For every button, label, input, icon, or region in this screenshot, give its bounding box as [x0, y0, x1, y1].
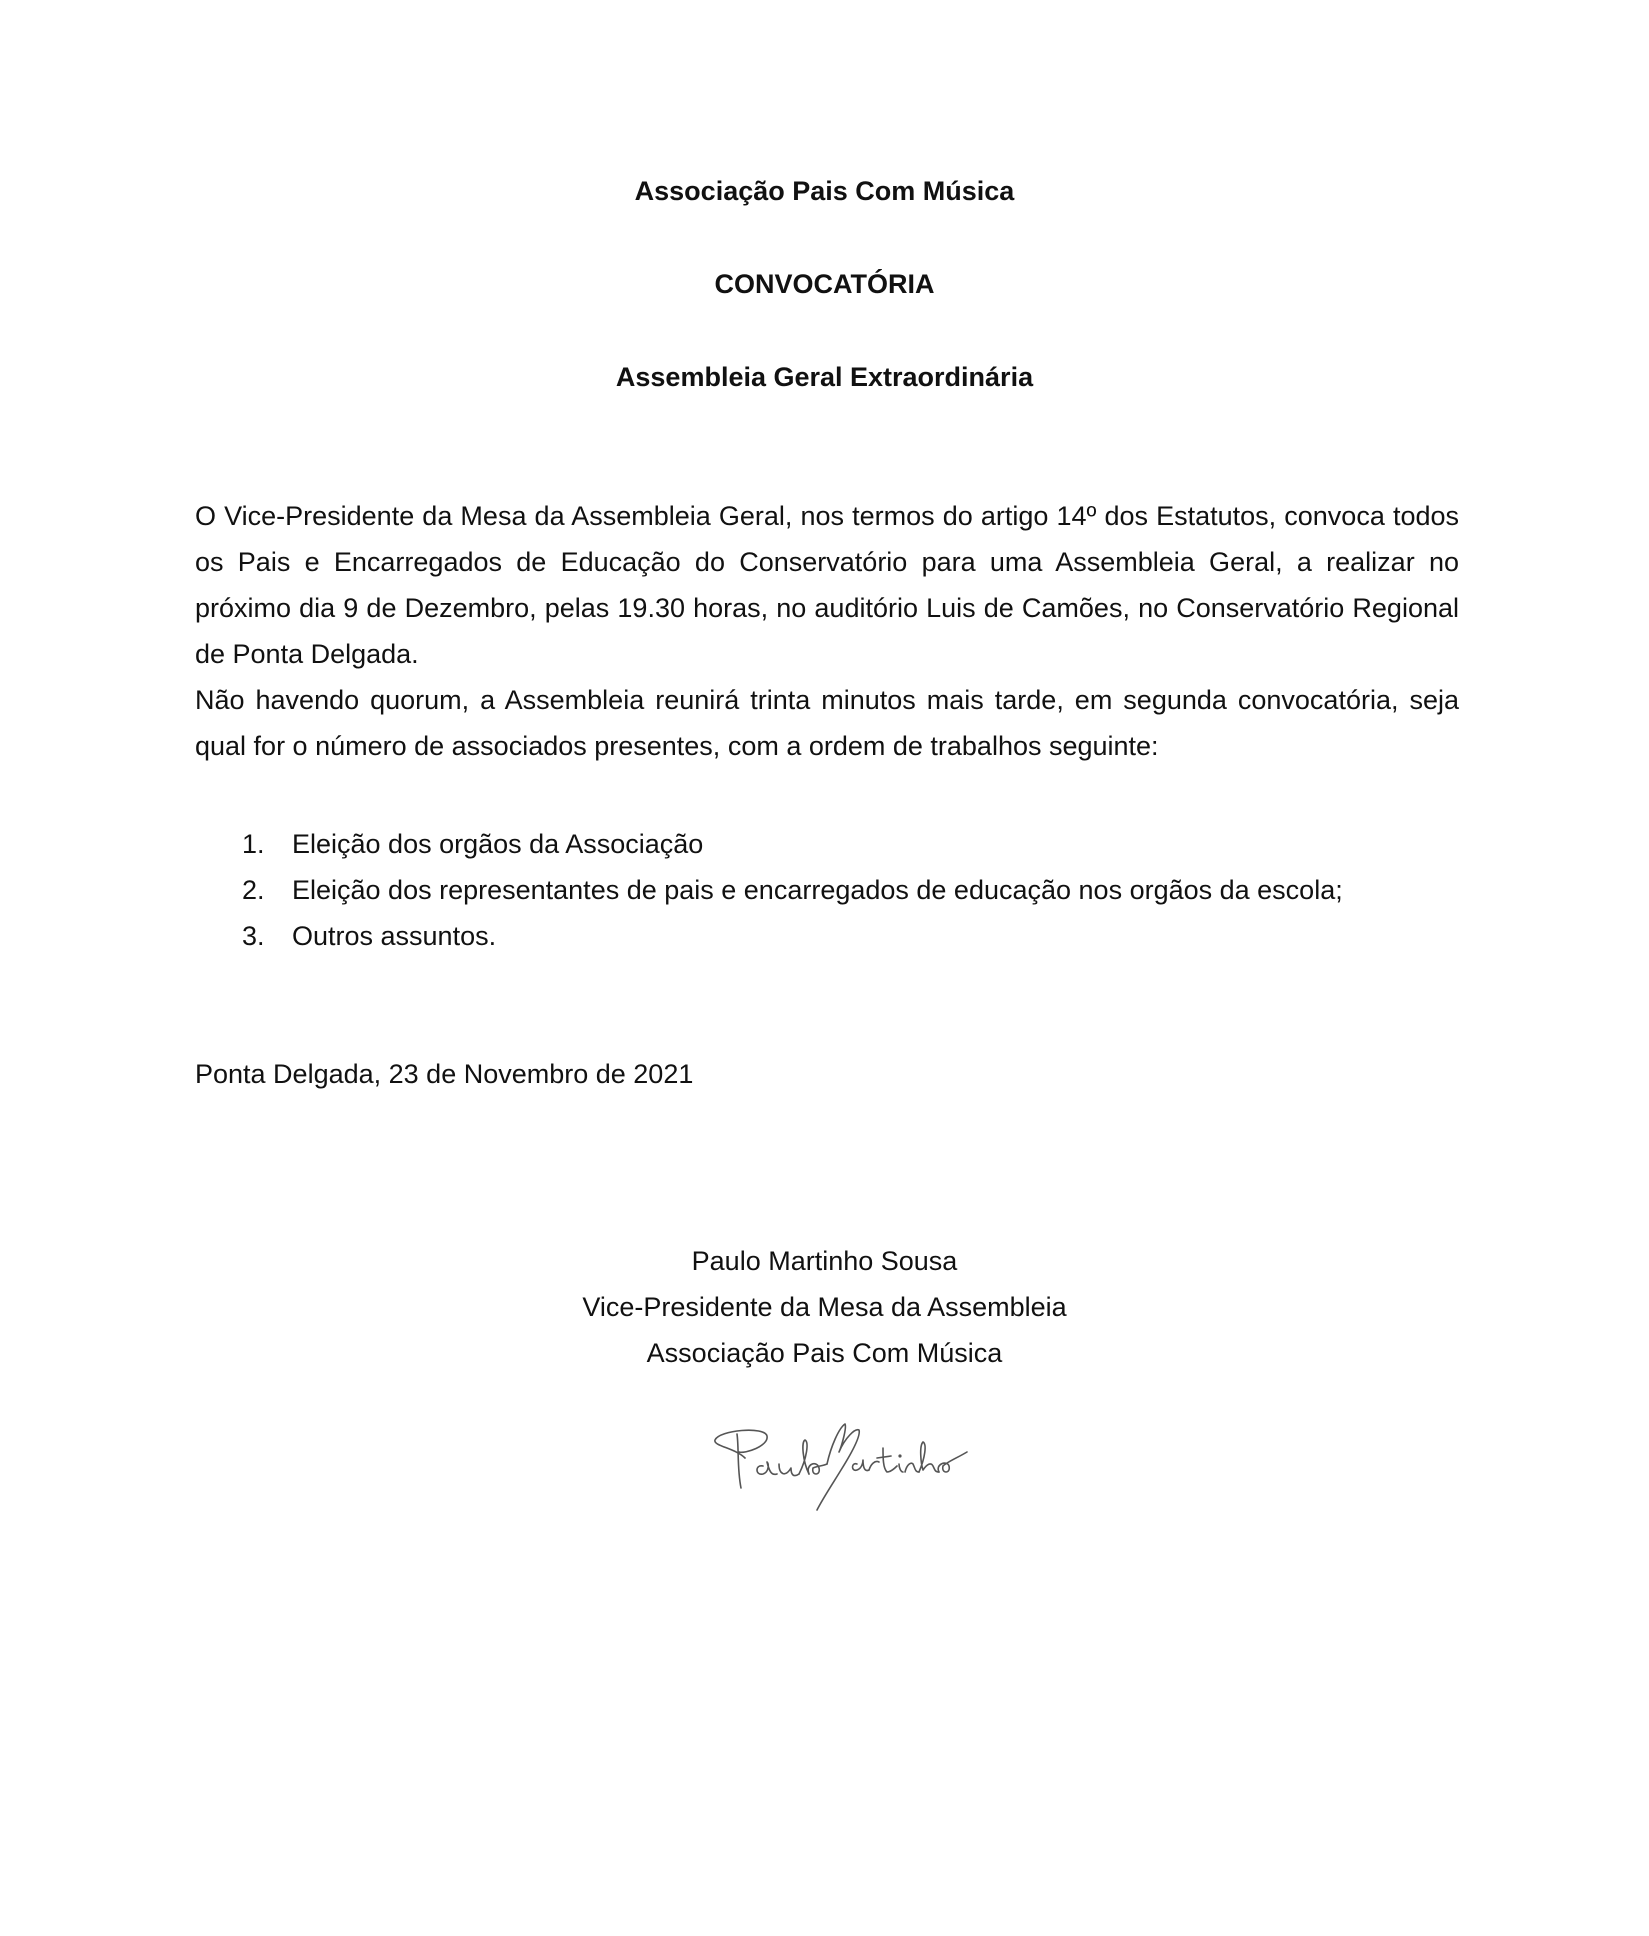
signatory-name: Paulo Martinho Sousa [691, 1246, 958, 1276]
agenda-item-text: Outros assuntos. [292, 921, 497, 951]
agenda-item-number: 1. [242, 829, 265, 859]
agenda-list [242, 821, 1462, 959]
meeting-title: Assembleia Geral Extraordinária [615, 362, 1034, 392]
organization-title: Associação Pais Com Música [634, 176, 1015, 206]
document-type-title: CONVOCATÓRIA [714, 269, 935, 299]
agenda-item [242, 913, 1462, 959]
quorum-paragraph [195, 677, 1459, 769]
agenda-item-text: Eleição dos orgãos da Associação [292, 829, 704, 859]
quorum-text: Não havendo quorum, a Assembleia reunirá trinta minutos mais tarde, em segunda convocatória, seja qual for o número de associados presentes, com a ordem de trabalhos seguinte: [195, 685, 1459, 761]
agenda-item-number: 2. [242, 875, 265, 905]
agenda-item-number: 3. [242, 921, 265, 951]
agenda-item [242, 867, 1462, 913]
signatory-organization: Associação Pais Com Música [646, 1338, 1003, 1368]
agenda-item [242, 821, 1462, 867]
handwritten-signature [705, 1388, 1035, 1513]
signatory-role: Vice-Presidente da Mesa da Assembleia [582, 1292, 1067, 1322]
place-and-date: Ponta Delgada, 23 de Novembro de 2021 [195, 1059, 694, 1089]
convocation-text: O Vice-Presidente da Mesa da Assembleia Geral, nos termos do artigo 14º dos Estatutos, convoca todos os Pais e Encarregados de Educação do Conservatório para uma Assembleia Geral, a realizar no próximo dia 9 de Dezembro, pelas 19.30 horas, no auditório Luis de Camões, no Conservatório Regional de Ponta Delgada. [195, 501, 1459, 669]
convocation-paragraph [195, 493, 1459, 677]
agenda-item-text: Eleição dos representantes de pais e encarregados de educação nos orgãos da escola; [292, 875, 1343, 905]
